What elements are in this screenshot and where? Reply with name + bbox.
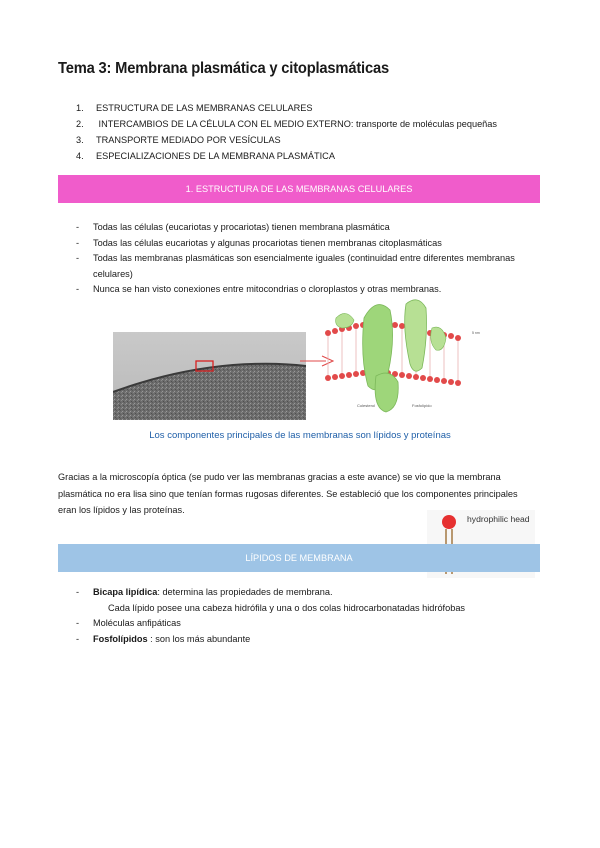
micrograph-image [113, 332, 306, 420]
page-title: Tema 3: Membrana plasmática y citoplasmáticas [58, 60, 389, 77]
toc-item: 2. INTERCAMBIOS DE LA CÉLULA CON EL MEDIO EXTERNO: transporte de moléculas pequeñas [76, 119, 497, 129]
list-item-indented: Cada lípido posee una cabeza hidrófila y una o dos colas hidrocarbonatadas hidrófobas [108, 602, 466, 613]
list-item: - Fosfolípidos : son los más abundante [76, 633, 251, 644]
toc-item: 3. TRANSPORTE MEDIADO POR VESÍCULAS [76, 135, 281, 145]
section-heading-lipids: LÍPIDOS DE MEMBRANA [58, 544, 540, 572]
list-item: - Moléculas anfipáticas [76, 618, 181, 628]
lipids-bullet-list [76, 585, 536, 647]
table-of-contents [76, 100, 497, 164]
hydrophilic-head-label: hydrophilic head [467, 514, 530, 524]
section-heading-structure: 1. ESTRUCTURA DE LAS MEMBRANAS CELULARES [58, 175, 540, 203]
list-item: - Todas las células (eucariotas y procariotas) tienen membrana plasmática [76, 222, 390, 232]
scale-label: 5 nm [472, 331, 480, 335]
phospholipid-label: Fosfolípido [412, 403, 432, 408]
figure-caption: Los componentes principales de las membranas son lípidos y proteínas [149, 430, 451, 441]
list-item: - Todas las células eucariotas y algunas procariotas tienen membranas citoplasmáticas [76, 237, 442, 248]
list-item: - Bicapa lipídica: determina las propiedades de membrana. [76, 587, 333, 597]
membrane-diagram [318, 298, 468, 418]
structure-bullet-list [76, 220, 516, 298]
body-paragraph: Gracias a la microscopía óptica (se pudo ver las membranas gracias a este avance) se vio que la membrana plasmática no era lisa sino que tenían formas rugosas diferentes. Se estableció que los componentes principales eran los lípidos y las proteínas. [58, 472, 518, 516]
toc-item: 1. ESTRUCTURA DE LAS MEMBRANAS CELULARES [76, 103, 313, 113]
list-item: - Nunca se han visto conexiones entre mitocondrias o cloroplastos y otras membranas. [76, 284, 442, 294]
cholesterol-label: Colesterol [357, 403, 376, 408]
toc-item: 4. ESPECIALIZACIONES DE LA MEMBRANA PLASMÁTICA [76, 151, 335, 161]
list-item: - Todas las membranas plasmáticas son esencialmente iguales (continuidad entre diferentes membranas celulares) [76, 253, 515, 279]
